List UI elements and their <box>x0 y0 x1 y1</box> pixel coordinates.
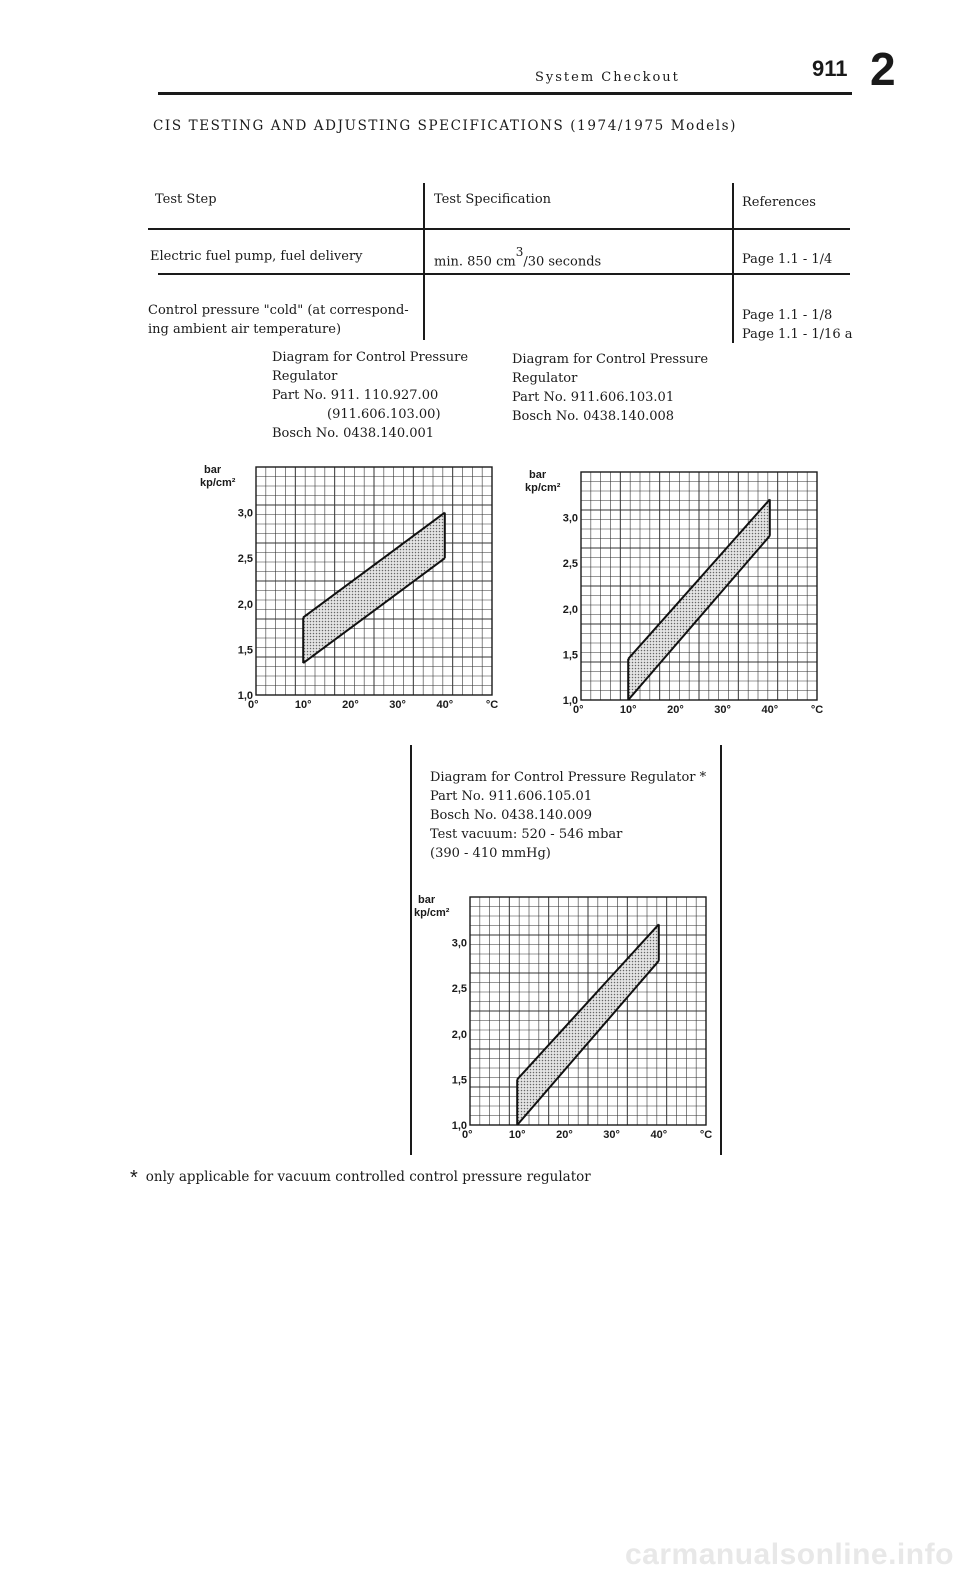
caption-line: Bosch No. 0438.140.001 <box>272 426 435 441</box>
column-header-test-specification: Test Specification <box>434 192 552 207</box>
y-tick-label: 2,0 <box>237 598 253 611</box>
y-tick-label: 3,0 <box>451 937 467 950</box>
chart-2 <box>523 460 828 730</box>
caption-line: Part No. 911.606.105.01 <box>430 789 593 804</box>
y-tick-label: 1,5 <box>451 1074 467 1087</box>
y-tick-label: 1,0 <box>562 695 578 707</box>
row2-test-step-line1: Control pressure "cold" (at correspond- <box>148 303 409 318</box>
x-tick-label: 20° <box>667 704 684 716</box>
y-axis-unit-kpcm2: kp/cm² <box>200 477 236 489</box>
x-tick-label: °C <box>485 699 499 711</box>
model-number: 911 <box>812 56 848 81</box>
row1-test-spec <box>434 247 601 271</box>
x-tick-label: 0° <box>462 1129 473 1141</box>
x-tick-label: 10° <box>619 704 637 716</box>
table-header-rule <box>148 228 850 230</box>
chapter-number: 2 <box>870 43 896 95</box>
y-axis-unit-bar: bar <box>529 469 547 481</box>
column-divider-2 <box>732 183 734 343</box>
header-rule <box>158 92 852 95</box>
x-tick-label: 20° <box>556 1129 573 1141</box>
y-axis-unit-kpcm2: kp/cm² <box>414 907 450 919</box>
x-tick-label: 0° <box>248 699 259 711</box>
caption-line: Part No. 911.606.103.01 <box>512 390 675 405</box>
spec-superscript: 3 <box>515 245 524 259</box>
caption-line: (911.606.103.00) <box>327 407 441 422</box>
row2-reference-2: Page 1.1 - 1/16 a <box>742 327 853 342</box>
x-tick-label: °C <box>810 704 824 716</box>
chart-3 <box>412 885 717 1155</box>
column-divider-1 <box>423 183 425 340</box>
watermark: carmanualsonline.info <box>625 1538 954 1571</box>
document-title: CIS TESTING AND ADJUSTING SPECIFICATIONS (1974/1975 Models) <box>153 118 738 134</box>
column-header-references: References <box>742 195 816 210</box>
row2-reference-1: Page 1.1 - 1/8 <box>742 308 833 323</box>
y-tick-label: 1,0 <box>237 690 253 702</box>
caption-line: Bosch No. 0438.140.009 <box>430 808 593 823</box>
caption-line: Part No. 911. 110.927.00 <box>272 388 439 403</box>
section-title: System Checkout <box>535 70 680 85</box>
x-tick-label: °C <box>699 1129 713 1141</box>
caption-line: Test vacuum: 520 - 546 mbar <box>430 827 623 842</box>
x-tick-label: 30° <box>603 1129 620 1141</box>
y-axis-unit-bar: bar <box>418 894 436 906</box>
y-axis-unit-bar: bar <box>204 464 222 476</box>
y-tick-label: 1,0 <box>451 1120 467 1132</box>
x-tick-label: 30° <box>714 704 731 716</box>
row2-test-step-line2: ing ambient air temperature) <box>148 322 342 337</box>
diagram-2-caption <box>512 350 708 426</box>
y-tick-label: 3,0 <box>237 507 253 520</box>
row1-reference: Page 1.1 - 1/4 <box>742 252 833 267</box>
spec-unit: /30 seconds <box>523 254 602 270</box>
y-tick-label: 1,5 <box>562 649 578 662</box>
x-tick-label: 40° <box>761 704 779 716</box>
caption-line: Regulator <box>272 369 338 384</box>
caption-line: Diagram for Control Pressure <box>272 350 469 365</box>
spec-value: min. 850 cm <box>434 254 516 270</box>
diagram-3-caption <box>430 768 706 863</box>
footnote-asterisk: * <box>130 1167 138 1189</box>
x-tick-label: 10° <box>508 1129 526 1141</box>
y-tick-label: 2,5 <box>562 558 578 571</box>
x-tick-label: 0° <box>573 704 584 716</box>
y-tick-label: 3,0 <box>562 512 578 525</box>
chart-1 <box>198 455 503 725</box>
y-tick-label: 1,5 <box>237 644 253 657</box>
y-tick-label: 2,0 <box>562 603 578 616</box>
caption-line: (390 - 410 mmHg) <box>430 846 551 861</box>
diagram-1-caption <box>272 348 468 443</box>
x-tick-label: 30° <box>389 699 406 711</box>
caption-line: Diagram for Control Pressure <box>512 352 709 367</box>
table-row-rule <box>158 273 850 275</box>
x-tick-label: 40° <box>650 1129 668 1141</box>
caption-line: Regulator <box>512 371 578 386</box>
x-tick-label: 10° <box>294 699 312 711</box>
y-axis-unit-kpcm2: kp/cm² <box>525 482 561 494</box>
y-tick-label: 2,5 <box>451 983 467 996</box>
row1-test-step: Electric fuel pump, fuel delivery <box>150 249 363 264</box>
x-tick-label: 40° <box>436 699 454 711</box>
y-tick-label: 2,5 <box>237 553 253 566</box>
x-tick-label: 20° <box>342 699 359 711</box>
footnote-text: only applicable for vacuum controlled control pressure regulator <box>145 1169 591 1185</box>
caption-line: Diagram for Control Pressure Regulator * <box>430 770 707 785</box>
caption-line: Bosch No. 0438.140.008 <box>512 409 675 424</box>
column-header-test-step: Test Step <box>155 192 217 207</box>
footnote <box>130 1168 591 1188</box>
y-tick-label: 2,0 <box>451 1028 467 1041</box>
bottom-frame-right <box>720 745 722 1155</box>
